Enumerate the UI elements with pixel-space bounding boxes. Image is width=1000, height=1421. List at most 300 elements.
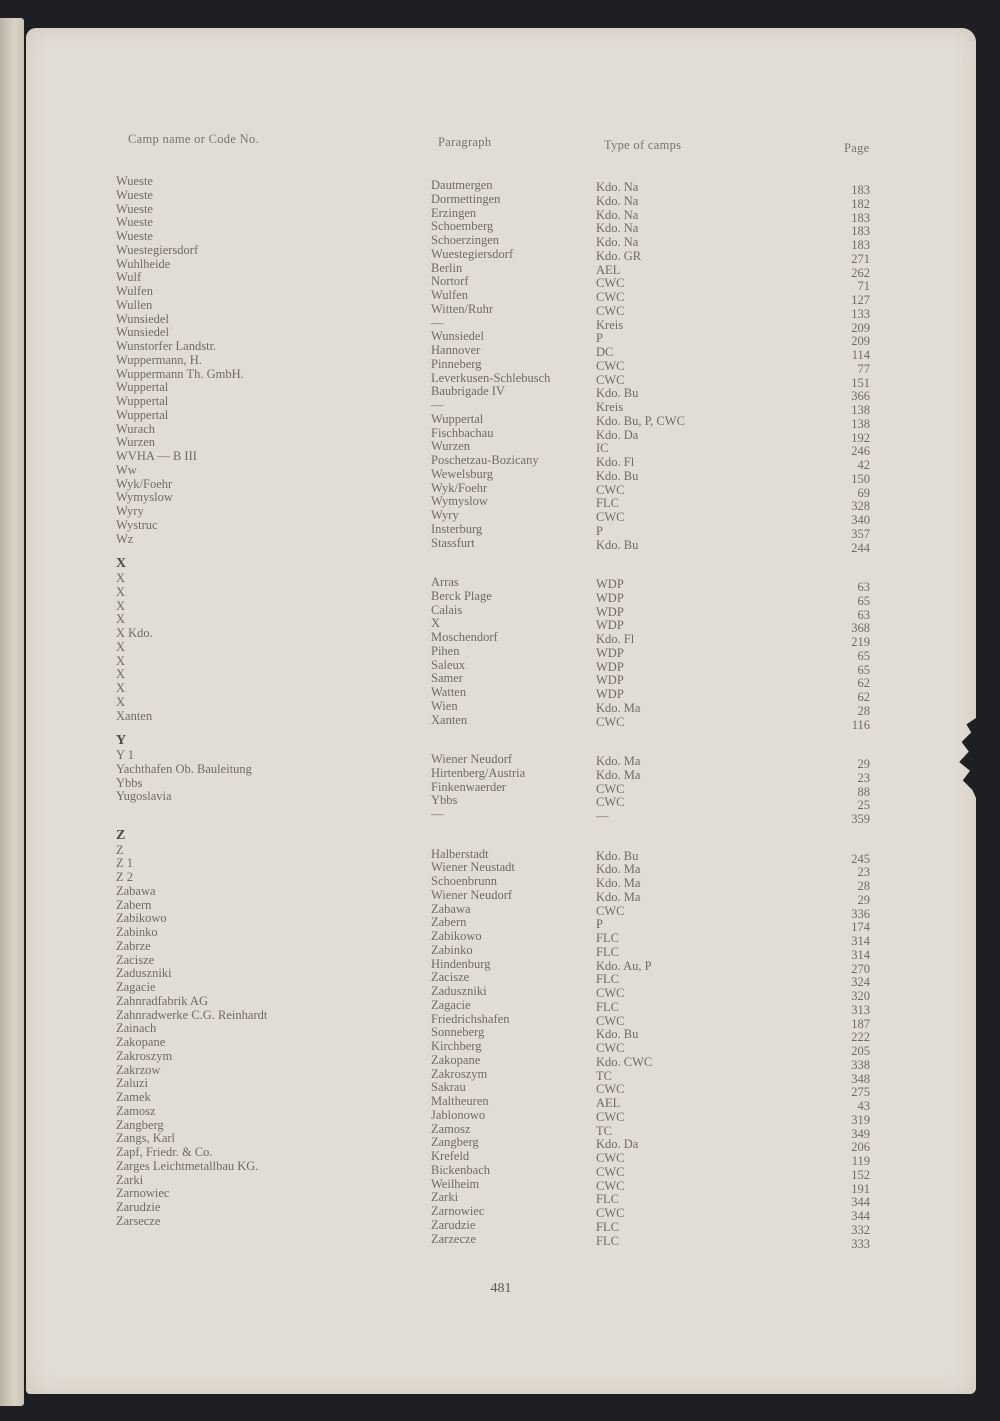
entry-name: Zainach	[116, 1021, 157, 1035]
entry-name: Z 2	[116, 870, 134, 884]
entry-paragraph: Watten	[431, 685, 467, 699]
entry-type: CWC	[596, 782, 625, 796]
entry-type: Kdo. CWC	[596, 1055, 653, 1069]
entry-type: IC	[596, 441, 609, 455]
entry-page: 314	[851, 934, 870, 948]
entry-paragraph: Arras	[431, 575, 459, 589]
entry-page: 63	[857, 608, 870, 622]
entry-page: 23	[857, 865, 870, 879]
entry-paragraph: Zarzecze	[431, 1232, 477, 1246]
entry-page: 349	[851, 1127, 870, 1141]
entry-paragraph: Zacisze	[431, 970, 470, 984]
entry-name: Wulf	[116, 270, 142, 284]
entry-paragraph: Zakroszym	[431, 1067, 488, 1081]
entry-paragraph: Xanten	[431, 713, 468, 727]
entry-page: 183	[851, 183, 870, 197]
entry-name: Zacisze	[116, 953, 155, 967]
entry-name: Ybbs	[116, 776, 143, 790]
entry-name: X	[116, 695, 126, 709]
entry-paragraph: Fischbachau	[431, 426, 494, 440]
header-paragraph: Paragraph	[438, 135, 492, 149]
entry-page: 183	[851, 238, 870, 252]
entry-paragraph: Bickenbach	[431, 1163, 491, 1177]
entry-name: Zamek	[116, 1090, 151, 1104]
index-row	[26, 599, 976, 622]
entry-type: AEL	[596, 1096, 621, 1110]
entry-paragraph: Hirtenberg/Austria	[431, 766, 526, 780]
entry-name: Wulfen	[116, 284, 153, 298]
entry-page: 314	[851, 948, 870, 962]
entry-type: FLC	[596, 1192, 619, 1206]
entry-type: Kdo. Ma	[596, 862, 641, 876]
entry-type: CWC	[596, 904, 625, 918]
entry-name: Ww	[116, 463, 137, 477]
entry-type: P	[596, 917, 603, 931]
entry-paragraph: —	[431, 398, 444, 412]
entry-type: AEL	[596, 263, 621, 277]
entry-name: Wurzen	[116, 435, 156, 449]
entry-paragraph: Wuestegiersdorf	[431, 247, 514, 261]
entry-page: 359	[851, 812, 870, 826]
index-row	[26, 681, 976, 704]
entry-paragraph: Erzingen	[431, 206, 477, 220]
entry-type: WDP	[596, 605, 624, 619]
index-row	[26, 215, 976, 238]
index-row	[26, 789, 976, 812]
entry-type: CWC	[596, 986, 625, 1000]
entry-page: 344	[851, 1209, 870, 1223]
entry-type: Kdo. Fl	[596, 455, 635, 469]
entry-type: Kdo. Au, P	[596, 959, 652, 973]
entry-type: CWC	[596, 1082, 625, 1096]
entry-paragraph: Stassfurt	[431, 536, 475, 550]
entry-name: Wurach	[116, 422, 156, 436]
entry-paragraph: Sonneberg	[431, 1025, 485, 1039]
entry-page: 69	[857, 486, 870, 500]
entry-paragraph: Wiener Neudorf	[431, 752, 513, 766]
entry-paragraph: Hannover	[431, 343, 481, 357]
entry-paragraph: Wurzen	[431, 439, 471, 453]
entry-paragraph: Dormettingen	[431, 192, 501, 206]
entry-page: 25	[857, 798, 870, 812]
entry-paragraph: Baubrigade IV	[431, 384, 505, 398]
entry-page: 244	[851, 541, 870, 555]
entry-page: 65	[857, 649, 870, 663]
entry-type: Kdo. Bu	[596, 469, 639, 483]
entry-paragraph: Nortorf	[431, 274, 469, 288]
entry-paragraph: Samer	[431, 671, 463, 685]
entry-paragraph: Wyry	[431, 508, 459, 522]
section-letter: Z	[116, 828, 126, 843]
entry-name: Zakopane	[116, 1035, 166, 1049]
entry-type: P	[596, 331, 603, 345]
entry-paragraph: Berck Plage	[431, 589, 492, 603]
entry-page: 29	[857, 893, 870, 907]
entry-type: Kdo. GR	[596, 249, 642, 263]
entry-paragraph: Leverkusen-Schlebusch	[431, 371, 551, 385]
left-page-edge	[0, 18, 24, 1406]
entry-name: X	[116, 585, 126, 599]
entry-name: Wueste	[116, 229, 153, 243]
entry-page: 332	[851, 1223, 870, 1237]
entry-page: 246	[851, 444, 870, 458]
entry-type: Kdo. Bu	[596, 538, 639, 552]
index-row	[26, 585, 976, 608]
entry-name: X	[116, 571, 126, 585]
entry-paragraph: Zagacie	[431, 998, 471, 1012]
entry-type: CWC	[596, 276, 625, 290]
entry-name: Yachthafen Ob. Bauleitung	[116, 762, 252, 776]
entry-page: 187	[851, 1017, 870, 1031]
entry-name: Zagacie	[116, 980, 156, 994]
entry-paragraph: Pinneberg	[431, 357, 482, 371]
entry-type: TC	[596, 1124, 612, 1138]
entry-page: 209	[851, 321, 870, 335]
entry-type: WDP	[596, 646, 624, 660]
entry-paragraph: Insterburg	[431, 522, 483, 536]
entry-type: CWC	[596, 1151, 625, 1165]
entry-paragraph: Zabinko	[431, 943, 473, 957]
entry-name: Wuppertal	[116, 380, 169, 394]
entry-name: X	[116, 599, 126, 613]
entry-paragraph: Zaduszniki	[431, 984, 487, 998]
entry-page: 328	[851, 499, 870, 513]
section-letter: Y	[116, 733, 127, 748]
entry-paragraph: Zabikowo	[431, 929, 482, 943]
entry-name: Wunsiedel	[116, 312, 169, 326]
entry-paragraph: Wulfen	[431, 288, 468, 302]
entry-paragraph: Jablonowo	[431, 1108, 486, 1122]
entry-paragraph: —	[431, 807, 444, 821]
header-type: Type of camps	[604, 138, 682, 152]
entry-page: 43	[857, 1099, 870, 1113]
entry-paragraph: Saleux	[431, 658, 466, 672]
entry-page: 62	[857, 690, 870, 704]
entry-name: Wueste	[116, 188, 153, 202]
entry-paragraph: Wymyslow	[431, 494, 488, 508]
entry-name: Wuestegiersdorf	[116, 243, 199, 257]
entry-page: 71	[857, 279, 870, 293]
entry-paragraph: Moschendorf	[431, 630, 498, 644]
entry-type: WDP	[596, 591, 624, 605]
entry-page: 313	[851, 1003, 870, 1017]
index-row	[26, 202, 976, 225]
entry-page: 319	[851, 1113, 870, 1127]
entry-name: WVHA — B III	[116, 449, 197, 463]
entry-page: 151	[851, 376, 870, 390]
document-page	[26, 28, 976, 1394]
entry-type: CWC	[596, 715, 625, 729]
entry-name: Xanten	[116, 709, 153, 723]
entry-paragraph: Wunsiedel	[431, 329, 484, 343]
entry-type: CWC	[596, 1179, 625, 1193]
index-entries	[26, 28, 976, 1394]
entry-name: X	[116, 612, 126, 626]
entry-page: 63	[857, 580, 870, 594]
entry-name: Wymyslow	[116, 490, 173, 504]
entry-page: 29	[857, 757, 870, 771]
entry-page: 324	[851, 975, 870, 989]
index-row	[26, 803, 976, 826]
entry-page: 320	[851, 989, 870, 1003]
entry-type: WDP	[596, 618, 624, 632]
entry-type: FLC	[596, 496, 619, 510]
entry-name: Zarges Leichtmetallbau KG.	[116, 1159, 259, 1173]
entry-page: 116	[851, 718, 870, 732]
entry-paragraph: Krefeld	[431, 1149, 470, 1163]
entry-name: Wuhlheide	[116, 257, 171, 271]
entry-type: DC	[596, 345, 614, 359]
entry-page: 183	[851, 224, 870, 238]
index-row	[26, 667, 976, 690]
entry-type: CWC	[596, 290, 625, 304]
entry-paragraph: Schoemberg	[431, 219, 494, 233]
entry-page: 133	[851, 307, 870, 321]
entry-type: Kdo. Bu	[596, 386, 639, 400]
entry-page: 205	[851, 1044, 870, 1058]
entry-type: WDP	[596, 577, 624, 591]
entry-page: 62	[857, 676, 870, 690]
entry-name: Wueste	[116, 174, 153, 188]
entry-name: Wullen	[116, 298, 153, 312]
entry-type: WDP	[596, 687, 624, 701]
header-page: Page	[844, 141, 870, 155]
section-letter-row	[26, 734, 976, 748]
entry-paragraph: Wiener Neustadt	[431, 860, 515, 874]
entry-type: CWC	[596, 1041, 625, 1055]
entry-type: CWC	[596, 510, 625, 524]
entry-name: Zamosz	[116, 1104, 156, 1118]
entry-page: 152	[851, 1168, 870, 1182]
entry-paragraph: Wuppertal	[431, 412, 484, 426]
entry-page: 119	[851, 1154, 870, 1168]
entry-page: 138	[851, 403, 870, 417]
entry-page: 65	[857, 594, 870, 608]
entry-type: Kdo. Na	[596, 208, 639, 222]
index-row	[26, 626, 976, 649]
entry-name: Y 1	[116, 748, 134, 762]
entry-name: Zangberg	[116, 1118, 164, 1132]
index-row	[26, 174, 976, 197]
entry-page: 182	[851, 197, 870, 211]
entry-name: Wuppermann Th. GmbH.	[116, 367, 244, 381]
entry-name: Zakrzow	[116, 1063, 161, 1077]
entry-paragraph: Friedrichshafen	[431, 1012, 510, 1026]
entry-page: 344	[851, 1195, 870, 1209]
entry-type: Kdo. Na	[596, 194, 639, 208]
entry-name: Zahnradwerke C.G. Reinhardt	[116, 1008, 268, 1022]
entry-page: 340	[851, 513, 870, 527]
entry-name: Zabrze	[116, 939, 151, 953]
entry-page: 206	[851, 1140, 870, 1154]
entry-page: 275	[851, 1085, 870, 1099]
entry-page: 150	[851, 472, 870, 486]
entry-type: CWC	[596, 304, 625, 318]
index-row	[26, 188, 976, 211]
entry-type: Kdo. Na	[596, 180, 639, 194]
entry-paragraph: Hindenburg	[431, 957, 491, 971]
entry-type: Kdo. Bu	[596, 849, 639, 863]
entry-name: Zabinko	[116, 925, 158, 939]
entry-paragraph: Witten/Ruhr	[431, 302, 493, 316]
entry-paragraph: —	[431, 316, 444, 330]
entry-name: Wueste	[116, 202, 153, 216]
entry-type: —	[596, 809, 609, 823]
entry-name: X	[116, 667, 126, 681]
index-row	[26, 640, 976, 663]
entry-paragraph: Zangberg	[431, 1135, 479, 1149]
entry-name: Wueste	[116, 215, 153, 229]
entry-paragraph: Pihen	[431, 644, 460, 658]
entry-paragraph: Finkenwaerder	[431, 780, 506, 794]
header-camp-name: Camp name or Code No.	[128, 132, 259, 146]
entry-page: 333	[851, 1237, 870, 1251]
entry-page: 338	[851, 1058, 870, 1072]
entry-page: 262	[851, 266, 870, 280]
entry-page: 183	[851, 211, 870, 225]
entry-name: Zaluzi	[116, 1076, 148, 1090]
entry-page: 357	[851, 527, 870, 541]
index-row	[26, 571, 976, 594]
entry-page: 88	[857, 785, 870, 799]
entry-page: 270	[851, 962, 870, 976]
entry-type: P	[596, 524, 603, 538]
entry-type: Kreis	[596, 318, 624, 332]
entry-page: 245	[851, 852, 870, 866]
entry-paragraph: Wewelsburg	[431, 467, 493, 481]
entry-name: Wyry	[116, 504, 144, 518]
entry-type: TC	[596, 1069, 612, 1083]
entry-page: 174	[851, 920, 870, 934]
entry-type: CWC	[596, 373, 625, 387]
entry-name: Zakroszym	[116, 1049, 173, 1063]
entry-type: Kdo. Ma	[596, 876, 641, 890]
entry-name: Zabikowo	[116, 911, 167, 925]
entry-name: Z 1	[116, 856, 134, 870]
entry-name: X	[116, 681, 126, 695]
entry-page: 28	[857, 879, 870, 893]
entry-paragraph: Wien	[431, 699, 458, 713]
entry-paragraph: Calais	[431, 603, 463, 617]
entry-type: CWC	[596, 1206, 625, 1220]
entry-type: Kdo. Ma	[596, 754, 641, 768]
entry-type: CWC	[596, 359, 625, 373]
entry-page: 138	[851, 417, 870, 431]
entry-type: Kdo. Ma	[596, 890, 641, 904]
entry-type: FLC	[596, 945, 619, 959]
entry-page: 348	[851, 1072, 870, 1086]
entry-paragraph: Weilheim	[431, 1177, 480, 1191]
entry-page: 209	[851, 334, 870, 348]
entry-name: Wuppertal	[116, 408, 169, 422]
entry-paragraph: Halberstadt	[431, 847, 489, 861]
entry-type: WDP	[596, 660, 624, 674]
entry-type: CWC	[596, 1165, 625, 1179]
entry-name: Wystruc	[116, 518, 158, 532]
entry-name: Zapf, Friedr. & Co.	[116, 1145, 213, 1159]
entry-name: Zarudzie	[116, 1200, 161, 1214]
entry-paragraph: Dautmergen	[431, 178, 493, 192]
index-row	[26, 312, 976, 335]
entry-paragraph: Zabern	[431, 915, 467, 929]
entry-paragraph: Ybbs	[431, 793, 458, 807]
entry-paragraph: Schoenbrunn	[431, 874, 497, 888]
index-row	[26, 654, 976, 677]
entry-name: Zabern	[116, 898, 152, 912]
entry-name: Wunstorfer Landstr.	[116, 339, 217, 353]
entry-paragraph: Zarki	[431, 1190, 459, 1204]
entry-paragraph: Wiener Neudorf	[431, 888, 513, 902]
entry-page: 191	[851, 1182, 870, 1196]
entry-name: Wuppertal	[116, 394, 169, 408]
entry-page: 336	[851, 907, 870, 921]
entry-paragraph: Zabawa	[431, 902, 471, 916]
entry-name: Zarki	[116, 1173, 144, 1187]
entry-paragraph: Kirchberg	[431, 1039, 482, 1053]
entry-name: X	[116, 654, 126, 668]
entry-name: X	[116, 640, 126, 654]
entry-paragraph: Schoerzingen	[431, 233, 500, 247]
index-row	[26, 709, 976, 732]
entry-page: 42	[857, 458, 870, 472]
entry-type: FLC	[596, 1000, 619, 1014]
entry-name: X Kdo.	[116, 626, 153, 640]
entry-paragraph: Berlin	[431, 261, 463, 275]
entry-paragraph: Zamosz	[431, 1122, 471, 1136]
entry-paragraph: Zarudzie	[431, 1218, 476, 1232]
entry-type: Kdo. Ma	[596, 701, 641, 715]
entry-type: Kdo. Na	[596, 235, 639, 249]
entry-page: 271	[851, 252, 870, 266]
entry-name: Wz	[116, 532, 134, 546]
page-number: 481	[490, 1281, 512, 1296]
entry-type: CWC	[596, 1014, 625, 1028]
entry-type: Kdo. Na	[596, 221, 639, 235]
entry-paragraph: Zarnowiec	[431, 1204, 485, 1218]
entry-type: Kdo. Fl	[596, 632, 635, 646]
section-letter: X	[116, 556, 127, 571]
entry-page: 127	[851, 293, 870, 307]
entry-type: WDP	[596, 673, 624, 687]
entry-page: 366	[851, 389, 870, 403]
entry-page: 114	[851, 348, 870, 362]
entry-name: Wuppermann, H.	[116, 353, 202, 367]
entry-paragraph: Wyk/Foehr	[431, 481, 488, 495]
entry-type: CWC	[596, 483, 625, 497]
entry-page: 77	[857, 362, 870, 376]
entry-type: Kdo. Da	[596, 428, 639, 442]
entry-type: CWC	[596, 795, 625, 809]
index-row	[26, 380, 976, 403]
entry-paragraph: Maltheuren	[431, 1094, 489, 1108]
index-row	[26, 532, 976, 555]
entry-name: Wunsiedel	[116, 325, 169, 339]
entry-type: Kdo. Ma	[596, 768, 641, 782]
section-letter-row	[26, 557, 976, 571]
index-row	[26, 1214, 976, 1237]
entry-type: FLC	[596, 1220, 619, 1234]
entry-page: 23	[857, 771, 870, 785]
entry-paragraph: Poschetzau-Bozicany	[431, 453, 539, 467]
index-row	[26, 1228, 976, 1251]
entry-paragraph: Zakopane	[431, 1053, 481, 1067]
entry-type: FLC	[596, 1234, 619, 1248]
entry-type: CWC	[596, 1110, 625, 1124]
entry-name: Zahnradfabrik AG	[116, 994, 208, 1008]
entry-name: Zarnowiec	[116, 1186, 170, 1200]
index-row	[26, 394, 976, 417]
entry-name: Zaduszniki	[116, 966, 172, 980]
